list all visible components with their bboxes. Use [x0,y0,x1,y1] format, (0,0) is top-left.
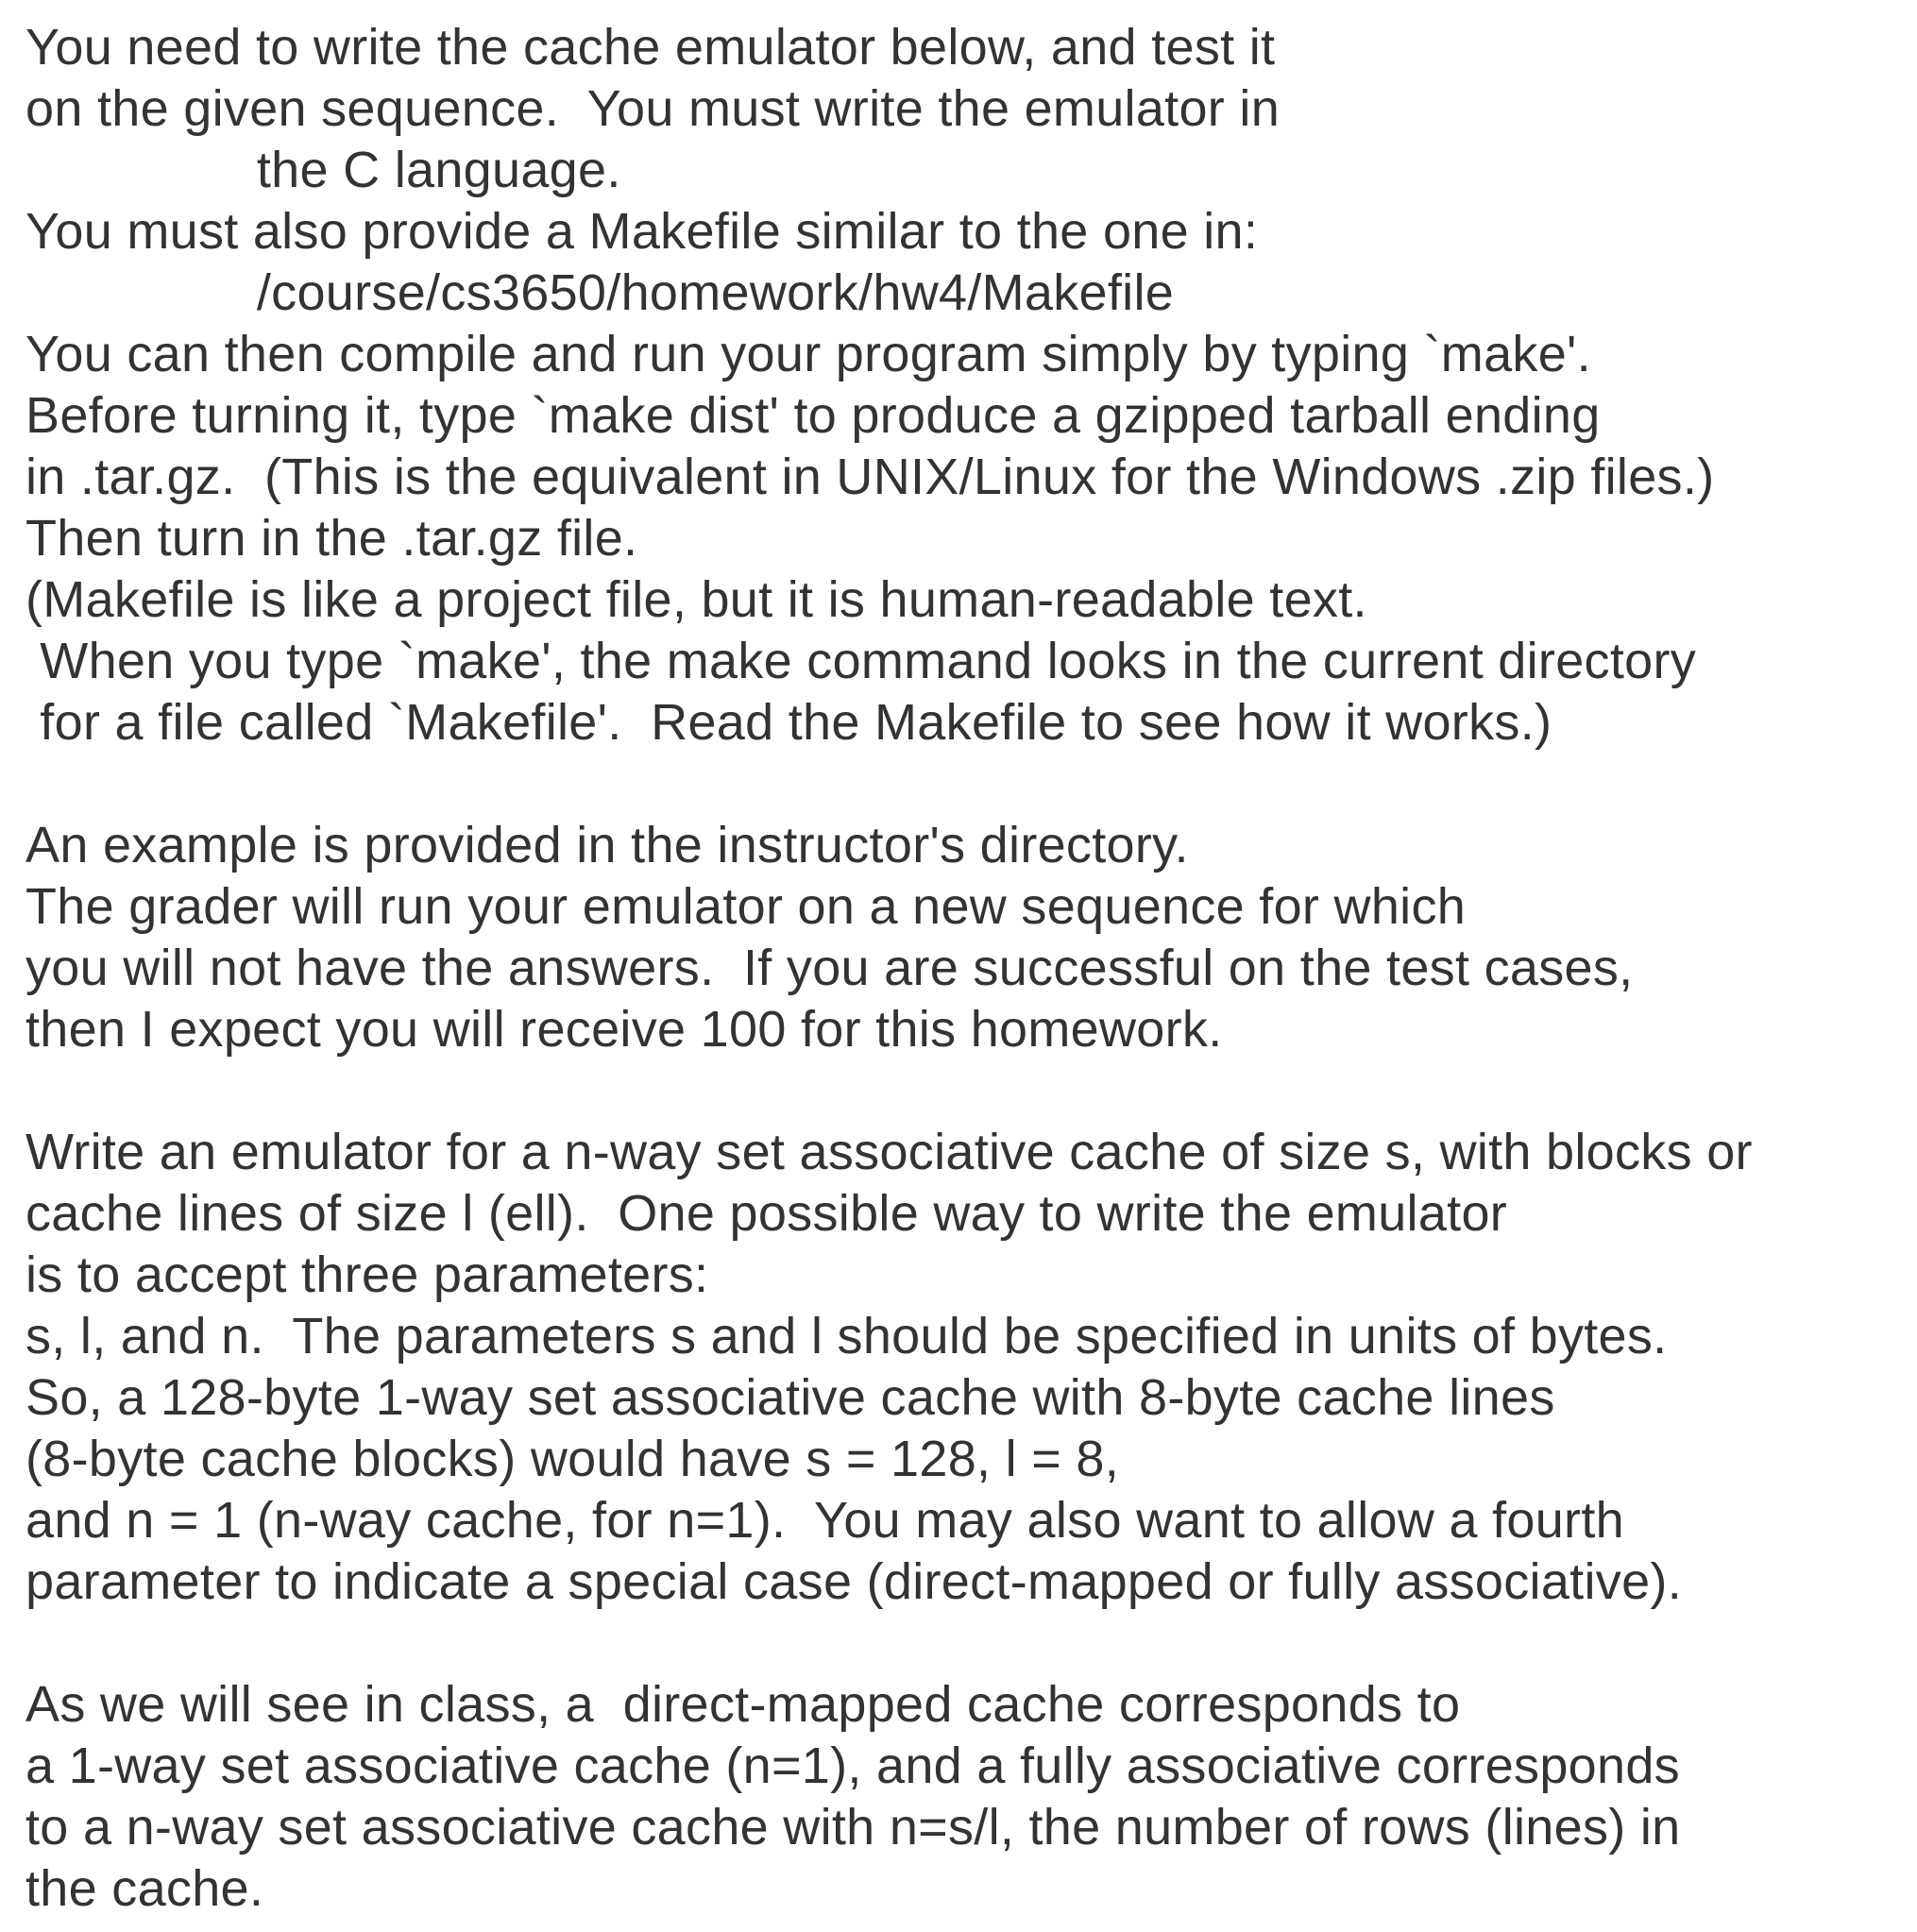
text-line: in .tar.gz. (This is the equivalent in UNIX/Linux for the Windows .zip files.) [25,449,1715,505]
text-line: An example is provided in the instructor's directory. [25,817,1189,873]
paragraph-instructions [25,17,1905,754]
document-body [25,17,1905,1920]
text-line: then I expect you will receive 100 for this homework. [25,1001,1223,1058]
paragraph-cache-types [25,1674,1905,1920]
text-line: When you type `make', the make command looks in the current directory [25,633,1697,689]
text-line: and n = 1 (n-way cache, for n=1). You may also want to allow a fourth [25,1492,1624,1549]
text-line: You need to write the cache emulator below, and test it [25,19,1276,76]
text-line: You can then compile and run your program simply by typing `make'. [25,326,1591,382]
text-line: Write an emulator for a n-way set associative cache of size s, with blocks or [25,1124,1753,1180]
paragraph-spacer [25,1060,1905,1122]
text-line: on the given sequence. You must write the emulator in [25,80,1281,137]
text-line: the cache. [25,1860,264,1917]
text-line: You must also provide a Makefile similar to the one in: [25,203,1259,260]
text-line: The grader will run your emulator on a new sequence for which [25,878,1467,935]
paragraph-spacer [25,754,1905,815]
text-line: (Makefile is like a project file, but it is human-readable text. [25,571,1367,628]
paragraph-grading [25,815,1905,1060]
text-line: s, l, and n. The parameters s and l should be specified in units of bytes. [25,1308,1668,1364]
text-line: is to accept three parameters: [25,1246,709,1303]
text-line: you will not have the answers. If you are successful on the test cases, [25,940,1634,996]
text-line: Before turning it, type `make dist' to produce a gzipped tarball ending [25,387,1601,444]
text-line: parameter to indicate a special case (direct-mapped or fully associative). [25,1553,1682,1610]
text-line: to a n-way set associative cache with n=s/l, the number of rows (lines) in [25,1799,1681,1856]
text-line: the C language. [25,142,621,198]
text-line: a 1-way set associative cache (n=1), and a fully associative corresponds [25,1737,1680,1794]
text-line-path: /course/cs3650/homework/hw4/Makefile [25,264,1175,321]
text-line: So, a 128-byte 1-way set associative cache with 8-byte cache lines [25,1369,1555,1426]
text-line: for a file called `Makefile'. Read the Makefile to see how it works.) [25,694,1552,751]
text-line: As we will see in class, a direct-mapped cache corresponds to [25,1676,1461,1733]
paragraph-emulator-spec [25,1122,1905,1613]
paragraph-spacer [25,1613,1905,1674]
text-line: Then turn in the .tar.gz file. [25,510,638,567]
text-line: (8-byte cache blocks) would have s = 128, l = 8, [25,1431,1120,1487]
text-line: cache lines of size l (ell). One possible way to write the emulator [25,1185,1508,1242]
